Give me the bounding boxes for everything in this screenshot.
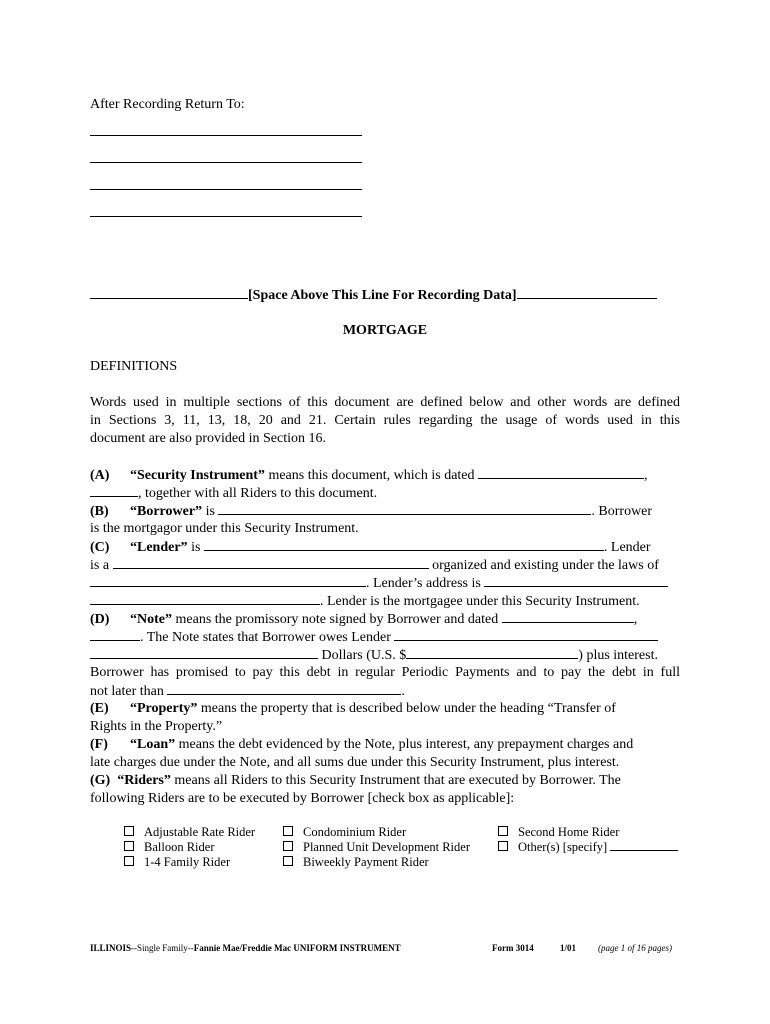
rider-planned-unit-development[interactable]: Planned Unit Development Rider — [283, 840, 470, 855]
def-c-term: “Lender” — [130, 540, 188, 555]
return-line-1 — [90, 135, 362, 136]
return-to-label: After Recording Return To: — [90, 97, 245, 112]
def-g-term: “Riders” — [117, 773, 171, 788]
checkbox-icon[interactable] — [124, 841, 134, 851]
def-c-line-1: (C) “Lender” is . Lender — [90, 540, 651, 555]
return-line-3 — [90, 189, 362, 190]
rider-balloon[interactable]: Balloon Rider — [124, 840, 214, 855]
def-e-term: “Property” — [130, 701, 198, 716]
checkbox-icon[interactable] — [498, 826, 508, 836]
recording-label: [Space Above This Line For Recording Data] — [248, 288, 517, 303]
intro-line-3: document are also provided in Section 16. — [90, 431, 326, 446]
recording-line — [90, 286, 680, 305]
def-a-line-2: , together with all Riders to this document. — [90, 484, 680, 503]
def-b-line-1: (B) “Borrower” is . Borrower — [90, 504, 653, 519]
def-d-line-4: Borrower has promised to pay this debt in regular Periodic Payments and to pay the debt in full — [90, 665, 680, 680]
def-c-line-4: . Lender is the mortgagee under this Security Instrument. — [90, 592, 680, 611]
def-f-line-2: late charges due under the Note, and all sums due under this Security Instrument, plus interest. — [90, 755, 620, 770]
rider-second-home[interactable]: Second Home Rider — [498, 825, 619, 840]
def-b-borrower-blank — [218, 502, 591, 515]
def-d-line-2: . The Note states that Borrower owes Lender — [90, 628, 680, 647]
def-d-term: “Note” — [130, 612, 172, 627]
def-c-lender-blank — [204, 538, 604, 551]
checkbox-icon[interactable] — [498, 841, 508, 851]
definitions-heading: DEFINITIONS — [90, 359, 178, 374]
rider-1-4-family[interactable]: 1-4 Family Rider — [124, 855, 230, 870]
return-line-2 — [90, 162, 362, 163]
def-a-line-1: (A) “Security Instrument” means this document, which is dated , — [90, 468, 648, 483]
rider-others[interactable]: Other(s) [specify] — [498, 840, 678, 855]
checkbox-icon[interactable] — [124, 856, 134, 866]
def-f-term: “Loan” — [130, 737, 176, 752]
def-d-line-5: not later than . — [90, 684, 405, 699]
def-f-line-1: (F) “Loan” means the debt evidenced by the Note, plus interest, any prepayment charges and — [90, 737, 634, 752]
footer-form-date: 1/01 — [560, 943, 577, 953]
rider-condominium[interactable]: Condominium Rider — [283, 825, 406, 840]
def-e-line-1: (E) “Property” means the property that is described below under the heading “Transfer of — [90, 701, 616, 716]
intro-line-1: Words used in multiple sections of this document are defined below and other words are defined — [90, 395, 680, 410]
def-a-term: “Security Instrument” — [130, 468, 265, 483]
rider-biweekly-payment[interactable]: Biweekly Payment Rider — [283, 855, 429, 870]
return-line-4 — [90, 216, 362, 217]
rider-adjustable-rate[interactable]: Adjustable Rate Rider — [124, 825, 255, 840]
def-d-line-3: Dollars (U.S. $ ) plus interest. — [90, 646, 680, 665]
footer-instrument: ILLINOIS--Single Family--Fannie Mae/Freddie Mac UNIFORM INSTRUMENT — [90, 943, 401, 953]
def-g-line-1: (G) “Riders” means all Riders to this Security Instrument that are executed by Borrower. The — [90, 773, 621, 788]
def-b-line-2: is the mortgagor under this Security Instrument. — [90, 521, 359, 536]
checkbox-icon[interactable] — [124, 826, 134, 836]
checkbox-icon[interactable] — [283, 856, 293, 866]
footer-page-number: (page 1 of 16 pages) — [598, 943, 672, 953]
def-a-date-blank — [478, 466, 644, 479]
checkbox-icon[interactable] — [283, 841, 293, 851]
checkbox-icon[interactable] — [283, 826, 293, 836]
def-c-line-3: . Lender’s address is — [90, 574, 680, 593]
def-b-term: “Borrower” — [130, 504, 203, 519]
def-c-line-2: is a organized and existing under the laws of — [90, 558, 659, 573]
document-title: MORTGAGE — [342, 323, 428, 338]
intro-line-2: in Sections 3, 11, 13, 18, 20 and 21. Certain rules regarding the usage of words used in this — [90, 413, 680, 428]
def-e-line-2: Rights in the Property.” — [90, 719, 223, 734]
def-d-line-1: (D) “Note” means the promissory note signed by Borrower and dated , — [90, 612, 638, 627]
others-specify-blank[interactable] — [610, 840, 678, 851]
def-g-line-2: following Riders are to be executed by Borrower [check box as applicable]: — [90, 791, 515, 806]
footer-form-number: Form 3014 — [492, 943, 534, 953]
